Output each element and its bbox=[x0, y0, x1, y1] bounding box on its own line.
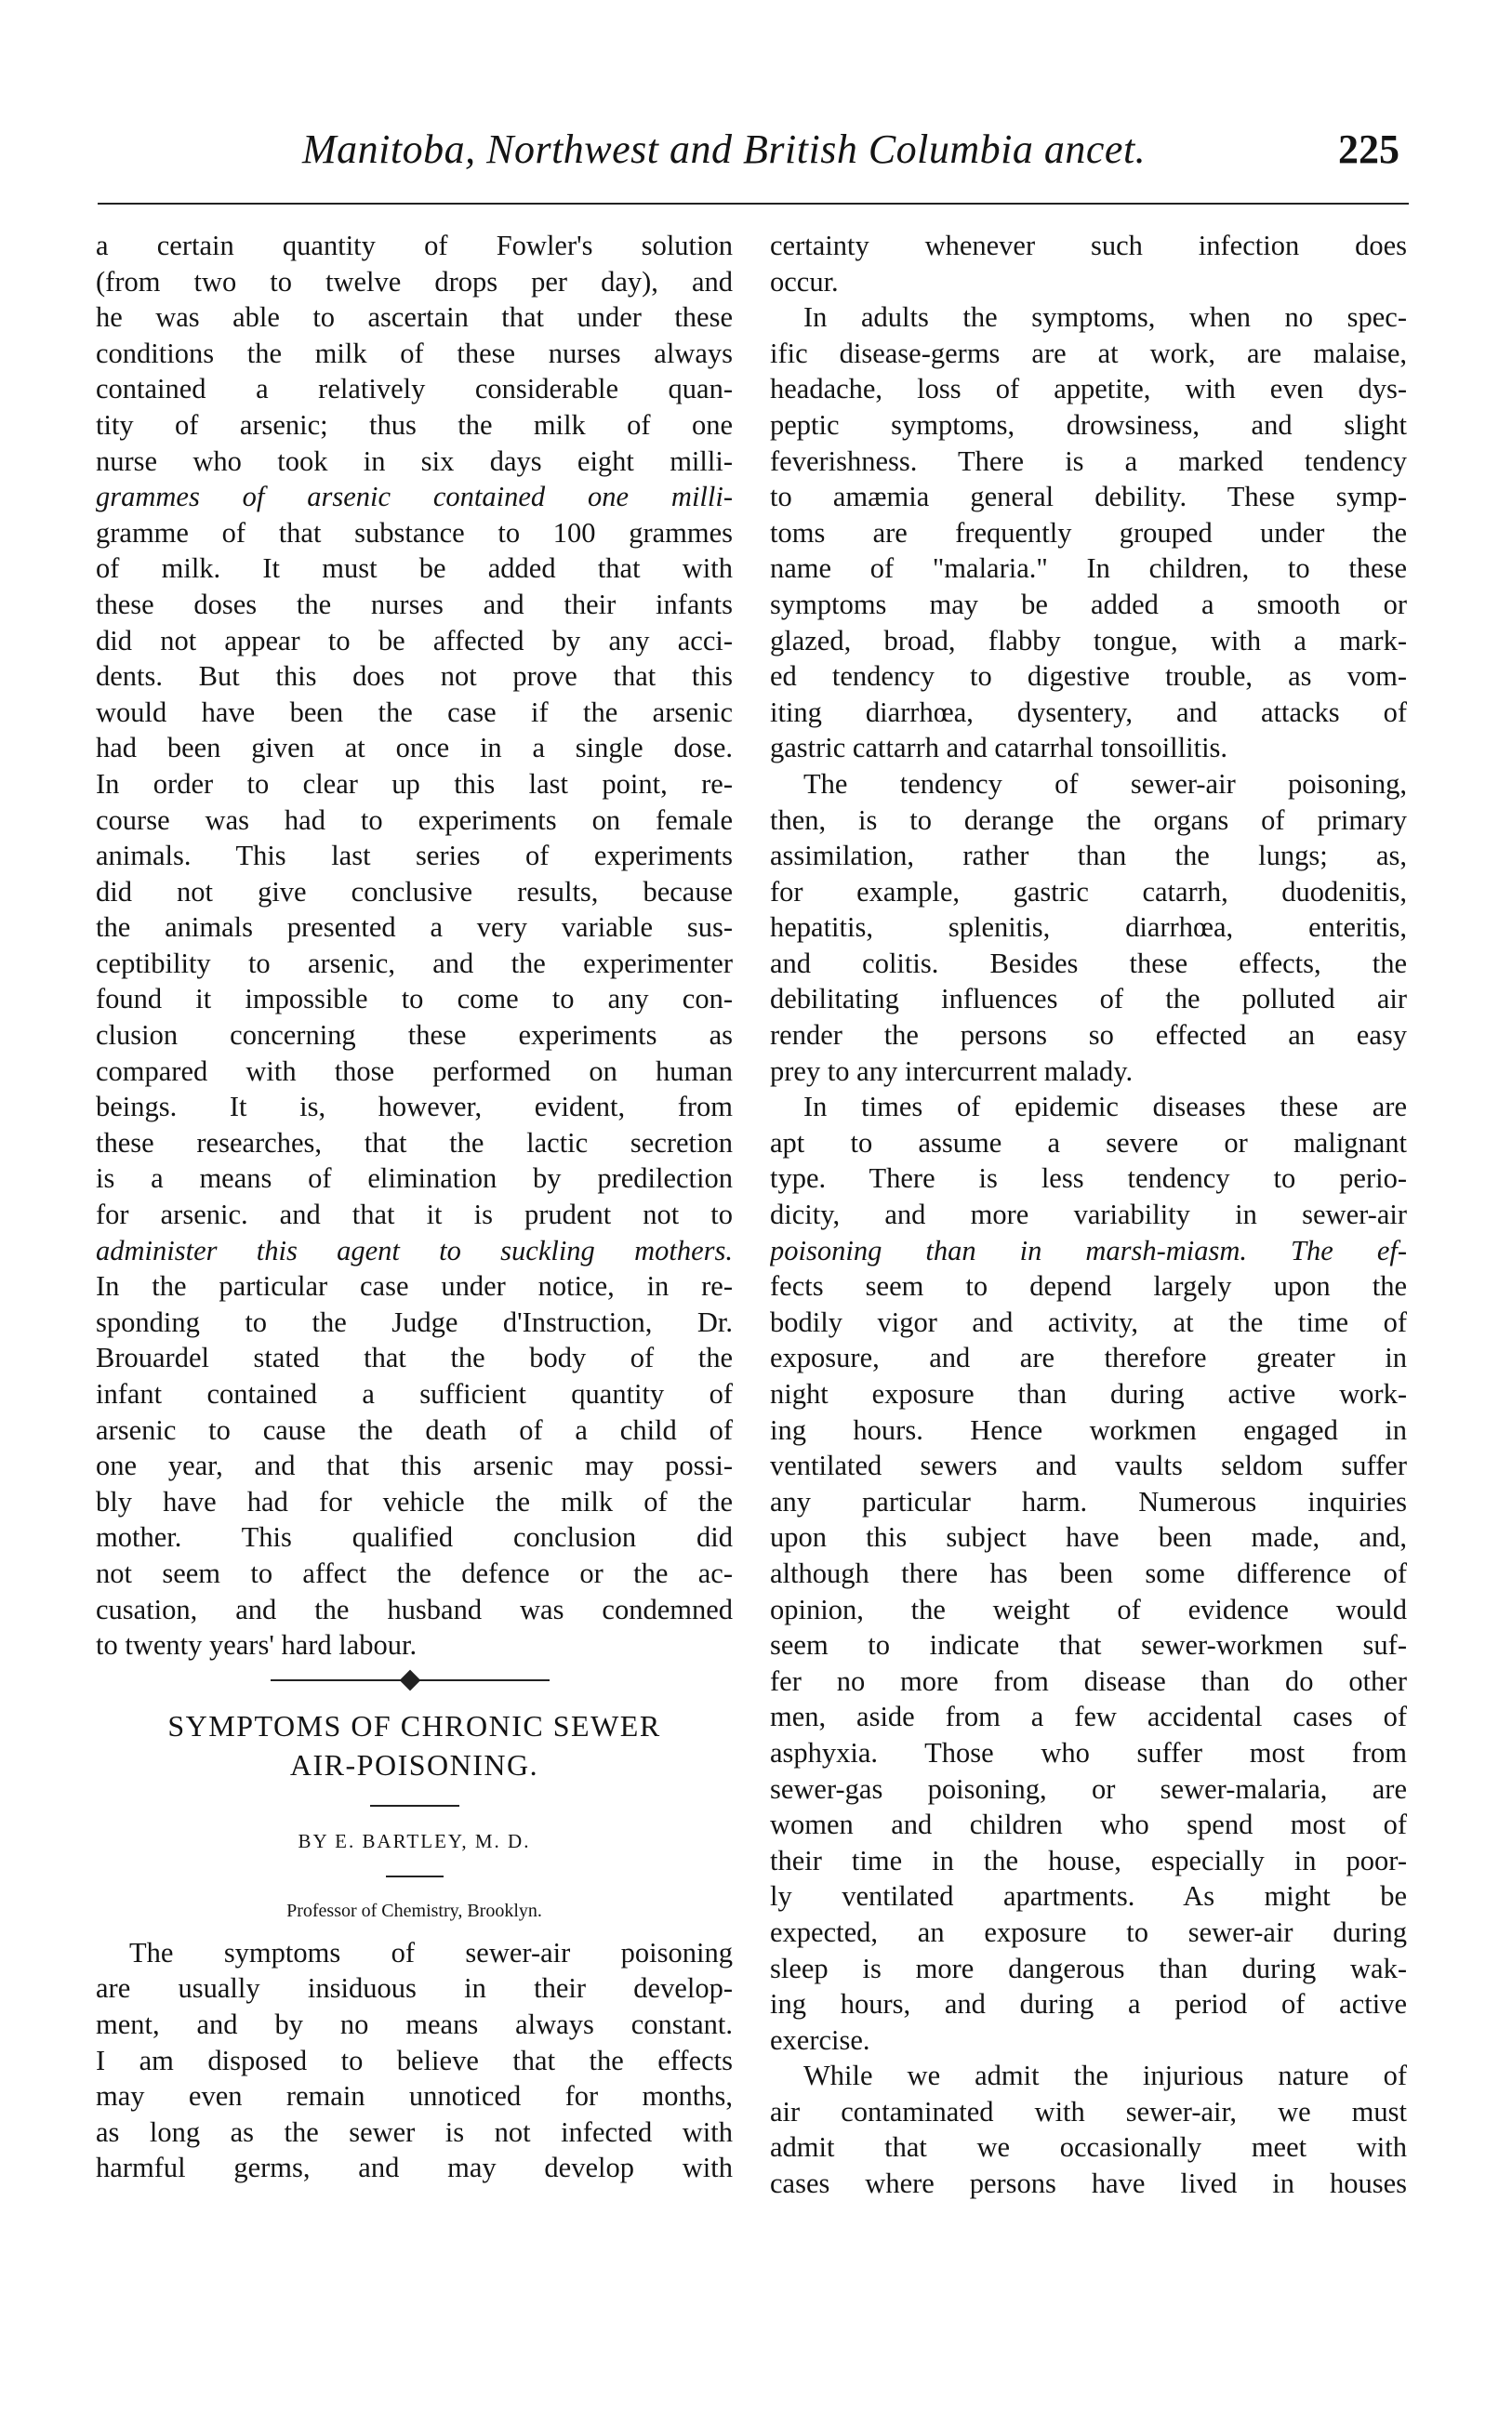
text-line: ceptibility to arsenic, and the experimenter bbox=[96, 947, 733, 979]
article-title-line-1: SYMPTOMS OF CHRONIC SEWER bbox=[167, 1708, 661, 1743]
text-line: ventilated sewers and vaults seldom suffer bbox=[770, 1450, 1407, 1482]
running-header bbox=[98, 126, 1409, 181]
text-line: found it impossible to come to any con- bbox=[96, 983, 733, 1015]
text-line: headache, loss of appetite, with even dys- bbox=[770, 373, 1407, 405]
text-line: men, aside from a few accidental cases of bbox=[770, 1701, 1407, 1733]
text-line: assimilation, rather than the lungs; as, bbox=[770, 840, 1407, 872]
text-line: gastric cattarrh and catarrhal tonsoillitis. bbox=[770, 732, 1228, 764]
text-line: then, is to derange the organs of primary bbox=[770, 803, 1407, 836]
text-line: type. There is less tendency to perio- bbox=[770, 1162, 1407, 1195]
text-line: beings. It is, however, evident, from bbox=[96, 1091, 733, 1123]
text-line: for arsenic. and that it is prudent not to bbox=[96, 1199, 733, 1231]
text-line: contained a relatively considerable quan- bbox=[96, 373, 733, 405]
right-column bbox=[770, 228, 1407, 2202]
text-line: mother. This qualified conclusion did bbox=[96, 1521, 733, 1554]
text-line: for example, gastric catarrh, duodenitis, bbox=[770, 875, 1407, 908]
text-line: sewer-gas poisoning, or sewer-malaria, are bbox=[770, 1772, 1407, 1805]
text-line: he was able to ascertain that under these bbox=[96, 301, 733, 334]
text-line: Brouardel stated that the body of the bbox=[96, 1342, 733, 1374]
text-line: ific disease-germs are at work, are malaise, bbox=[770, 337, 1407, 369]
text-line: of milk. It must be added that with bbox=[96, 552, 733, 585]
text-line: to amæmia general debility. These symp- bbox=[770, 481, 1407, 513]
text-line: a certain quantity of Fowler's solution bbox=[96, 230, 733, 261]
text-line: In adults the symptoms, when no spec- bbox=[803, 301, 1407, 334]
text-line: any particular harm. Numerous inquiries bbox=[770, 1485, 1407, 1518]
text-line: hepatitis, splenitis, diarrhœa, enteritis, bbox=[770, 911, 1407, 944]
text-line: admit that we occasionally meet with bbox=[770, 2131, 1407, 2164]
text-line: peptic symptoms, drowsiness, and slight bbox=[770, 408, 1407, 441]
author-affiliation: Professor of Chemistry, Brooklyn. bbox=[286, 1900, 542, 1921]
text-line: upon this subject have been made, and, bbox=[770, 1521, 1407, 1554]
text-line: are usually insiduous in their develop- bbox=[96, 1972, 733, 2005]
left-column-text-bottom bbox=[96, 1935, 733, 2186]
left-column bbox=[96, 228, 733, 2186]
text-line: poisoning than in marsh-miasm. The ef- bbox=[770, 1234, 1407, 1266]
text-line: The symptoms of sewer-air poisoning bbox=[129, 1936, 733, 1969]
text-line: fer no more from disease than do other bbox=[770, 1664, 1407, 1697]
text-line: In times of epidemic diseases these are bbox=[803, 1091, 1407, 1123]
text-line: ly ventilated apartments. As might be bbox=[770, 1880, 1407, 1913]
text-line: name of "malaria." In children, to these bbox=[770, 552, 1407, 585]
text-line: air contaminated with sewer-air, we must bbox=[770, 2095, 1407, 2128]
text-line: iting diarrhœa, dysentery, and attacks of bbox=[770, 696, 1407, 728]
text-line: administer this agent to suckling mothers. bbox=[96, 1234, 733, 1266]
page-number: 225 bbox=[1338, 126, 1399, 172]
text-line: night exposure than during active work- bbox=[770, 1378, 1407, 1410]
text-line: ing hours, and during a period of active bbox=[770, 1988, 1407, 2021]
text-line: dents. But this does not prove that this bbox=[96, 660, 733, 693]
article-byline: BY E. BARTLEY, M. D. bbox=[298, 1829, 531, 1852]
text-line: bly have had for vehicle the milk of the bbox=[96, 1485, 733, 1518]
text-line: opinion, the weight of evidence would bbox=[770, 1593, 1407, 1625]
running-title: Manitoba, Northwest and British Columbia ancet. bbox=[302, 126, 1147, 172]
text-line: their time in the house, especially in poor- bbox=[770, 1844, 1407, 1876]
text-line: dicity, and more variability in sewer-air bbox=[770, 1199, 1407, 1231]
text-line: animals. This last series of experiments bbox=[96, 840, 733, 872]
text-line: feverishness. There is a marked tendency bbox=[770, 444, 1407, 477]
text-line: the animals presented a very variable sus- bbox=[96, 911, 733, 944]
text-line: bodily vigor and activity, at the time of bbox=[770, 1306, 1407, 1338]
text-line: apt to assume a severe or malignant bbox=[770, 1126, 1407, 1159]
text-line: ed tendency to digestive trouble, as vom- bbox=[770, 660, 1407, 693]
byline-rule bbox=[386, 1876, 444, 1877]
text-line: and colitis. Besides these effects, the bbox=[770, 947, 1407, 979]
article-title bbox=[96, 1706, 733, 1784]
text-line: to twenty years' hard labour. bbox=[96, 1629, 418, 1662]
text-line: The tendency of sewer-air poisoning, bbox=[803, 767, 1407, 800]
text-line: would have been the case if the arsenic bbox=[96, 696, 733, 728]
text-line: sleep is more dangerous than during wak- bbox=[770, 1952, 1407, 1984]
text-line: as long as the sewer is not infected with bbox=[96, 2115, 733, 2148]
header-rule bbox=[98, 203, 1409, 205]
text-line: ing hours. Hence workmen engaged in bbox=[770, 1413, 1407, 1446]
text-line: While we admit the injurious nature of bbox=[803, 2060, 1407, 2092]
text-line: one year, and that this arsenic may possi- bbox=[96, 1450, 733, 1482]
text-line: seem to indicate that sewer-workmen suf- bbox=[770, 1629, 1407, 1662]
text-line: did not give conclusive results, because bbox=[96, 875, 733, 908]
text-line: grammes of arsenic contained one milli- bbox=[96, 481, 733, 513]
text-line: certainty whenever such infection does bbox=[770, 230, 1407, 261]
text-line: infant contained a sufficient quantity of bbox=[96, 1378, 733, 1410]
text-line: these doses the nurses and their infants bbox=[96, 588, 733, 620]
text-line: not seem to affect the defence or the ac- bbox=[96, 1557, 733, 1589]
text-line: nurse who took in six days eight milli- bbox=[96, 444, 733, 477]
text-line: arsenic to cause the death of a child of bbox=[96, 1413, 733, 1446]
text-line: sponding to the Judge d'Instruction, Dr. bbox=[96, 1306, 733, 1338]
text-line: prey to any intercurrent malady. bbox=[770, 1054, 1134, 1087]
text-line: cusation, and the husband was condemned bbox=[96, 1593, 733, 1625]
text-line: harmful germs, and may develop with bbox=[96, 2152, 733, 2184]
text-line: expected, an exposure to sewer-air during bbox=[770, 1916, 1407, 1948]
article-title-line-2: AIR-POISONING. bbox=[289, 1747, 539, 1782]
text-line: women and children who spend most of bbox=[770, 1809, 1407, 1841]
text-line: had been given at once in a single dose. bbox=[96, 732, 733, 764]
title-rule bbox=[370, 1805, 459, 1807]
text-line: exposure, and are therefore greater in bbox=[770, 1342, 1407, 1374]
text-line: clusion concerning these experiments as bbox=[96, 1019, 733, 1052]
text-line: I am disposed to believe that the effects bbox=[96, 2044, 733, 2076]
text-line: toms are frequently grouped under the bbox=[770, 516, 1407, 549]
left-column-text-top bbox=[96, 228, 733, 1664]
text-line: tity of arsenic; thus the milk of one bbox=[96, 408, 733, 441]
text-line: In order to clear up this last point, re- bbox=[96, 767, 733, 800]
text-line: is a means of elimination by predilection bbox=[96, 1162, 733, 1195]
right-column-text bbox=[770, 228, 1407, 2202]
text-line: conditions the milk of these nurses always bbox=[96, 337, 733, 369]
text-line: may even remain unnoticed for months, bbox=[96, 2080, 733, 2113]
text-line: In the particular case under notice, in re- bbox=[96, 1270, 733, 1303]
text-line: compared with those performed on human bbox=[96, 1054, 733, 1087]
text-line: symptoms may be added a smooth or bbox=[770, 588, 1407, 620]
text-line: render the persons so effected an easy bbox=[770, 1019, 1407, 1052]
text-line: occur. bbox=[770, 265, 839, 298]
text-line: (from two to twelve drops per day), and bbox=[96, 265, 733, 298]
text-line: course was had to experiments on female bbox=[96, 803, 733, 836]
text-line: asphyxia. Those who suffer most from bbox=[770, 1736, 1407, 1769]
section-divider-ornament bbox=[96, 1667, 733, 1693]
text-line: did not appear to be affected by any acci- bbox=[96, 624, 733, 656]
text-line: gramme of that substance to 100 grammes bbox=[96, 516, 733, 549]
text-line: glazed, broad, flabby tongue, with a mark- bbox=[770, 624, 1407, 656]
text-line: ment, and by no means always constant. bbox=[96, 2008, 733, 2040]
text-line: debilitating influences of the polluted air bbox=[770, 983, 1407, 1015]
text-line: fects seem to depend largely upon the bbox=[770, 1270, 1407, 1303]
text-line: exercise. bbox=[770, 2023, 870, 2056]
text-line: although there has been some difference of bbox=[770, 1557, 1407, 1589]
text-line: cases where persons have lived in houses bbox=[770, 2168, 1407, 2200]
divider-diamond-icon bbox=[400, 1669, 421, 1690]
text-line: these researches, that the lactic secretion bbox=[96, 1126, 733, 1159]
